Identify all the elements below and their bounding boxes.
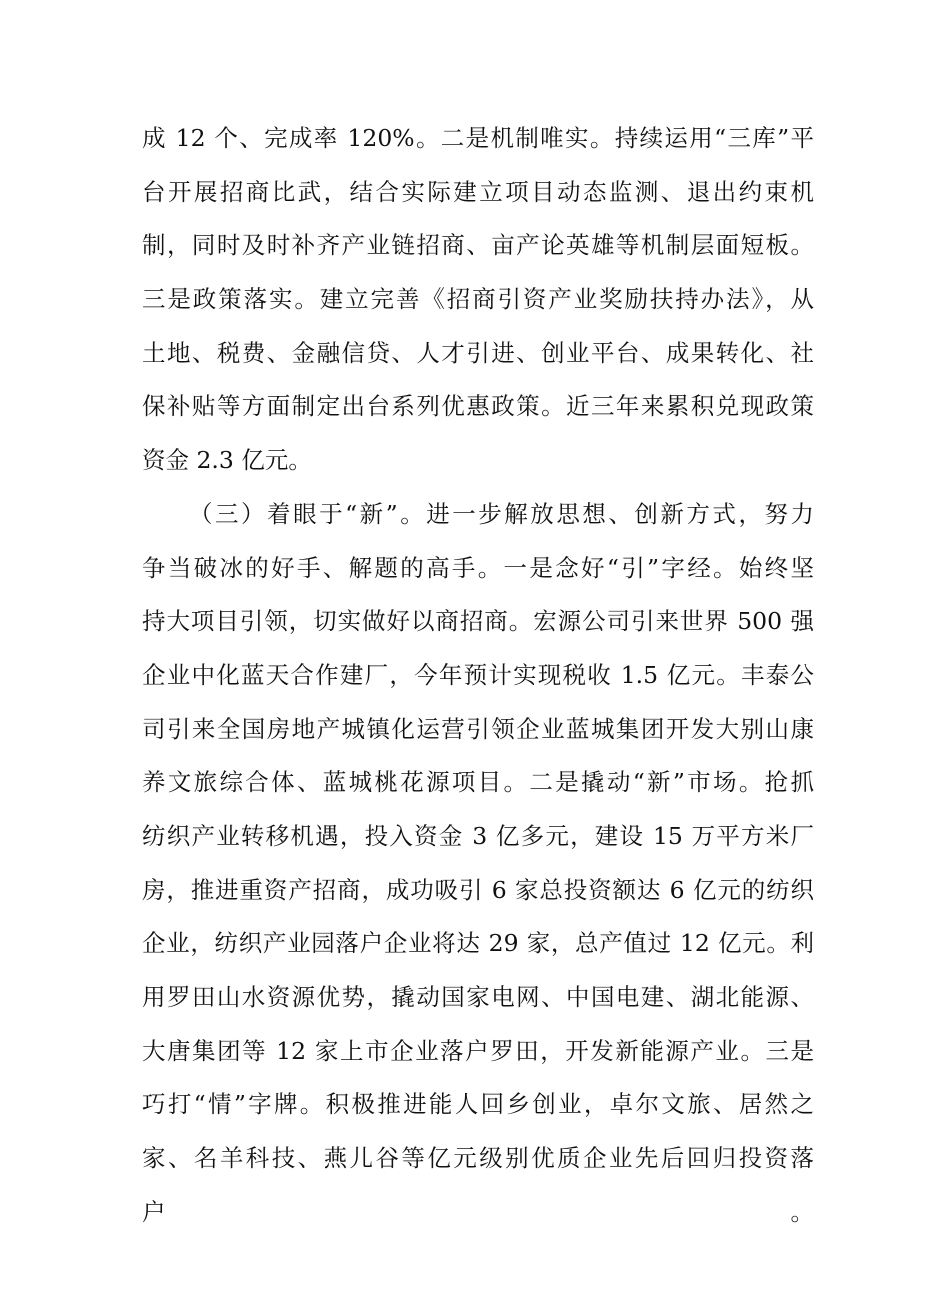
text-line: 保补贴等方面制定出台系列优惠政策。近三年来累积兑现政策	[142, 392, 814, 421]
text-line: 大唐集团等 12 家上市企业落户罗田，开发新能源产业。三是	[142, 1036, 814, 1065]
section-heading-line: （三）着眼于“新”。进一步解放思想、创新方式，努力	[189, 499, 814, 528]
text-line: 企业中化蓝天合作建厂，今年预计实现税收 1.5 亿元。丰泰公	[142, 660, 814, 689]
text-line	[142, 1239, 814, 1293]
text-line: 巧打“情”字牌。积极推进能人回乡创业，卓尔文旅、居然之	[142, 1090, 814, 1119]
text-line: 土地、税费、金融信贷、人才引进、创业平台、成果转化、社	[142, 338, 814, 367]
document-page	[142, 112, 814, 1293]
text-line: 三是政策落实。建立完善《招商引资产业奖励扶持办法》，从	[142, 285, 814, 314]
paragraph-section-three	[142, 488, 814, 1293]
text-line: 养文旅综合体、蓝城桃花源项目。二是撬动“新”市场。抢抓	[142, 768, 814, 797]
text-line: 家、名羊科技、燕儿谷等亿元级别优质企业先后回归投资落	[142, 1144, 814, 1173]
text-line: 台开展招商比武，结合实际建立项目动态监测、退出约束机	[142, 177, 814, 206]
text-line: 持大项目引领，切实做好以商招商。宏源公司引来世界 500 强	[142, 607, 814, 636]
text-line: 户。	[142, 1197, 814, 1226]
text-line: 企业，纺织产业园落户企业将达 29 家，总产值过 12 亿元。利	[142, 929, 814, 958]
text-line: 争当破冰的好手、解题的高手。一是念好“引”字经。始终坚	[142, 553, 814, 582]
text-line: 资金 2.3 亿元。	[142, 446, 312, 475]
text-line: 司引来全国房地产城镇化运营引领企业蓝城集团开发大别山康	[142, 714, 814, 743]
text-line: 房，推进重资产招商，成功吸引 6 家总投资额达 6 亿元的纺织	[142, 875, 814, 904]
text-line: 纺织产业转移机遇，投入资金 3 亿多元，建设 15 万平方米厂	[142, 821, 814, 850]
text-line: 用罗田山水资源优势，撬动国家电网、中国电建、湖北能源、	[142, 983, 814, 1011]
text-line: 成 12 个、完成率 120%。二是机制唯实。持续运用“三库”平	[142, 124, 814, 152]
paragraph-policy-continuation	[142, 112, 814, 488]
text-line: 制，同时及时补齐产业链招商、亩产论英雄等机制层面短板。	[142, 231, 814, 260]
